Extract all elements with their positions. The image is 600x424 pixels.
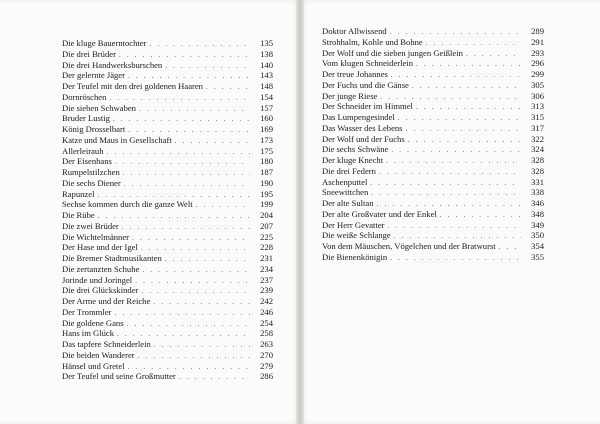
toc-entry-page-number: 254: [260, 317, 273, 328]
toc-leader-dots: [154, 340, 250, 351]
toc-entry: [62, 339, 273, 350]
toc-entry-title: Von dem Mäuschen, Vögelchen und der Bratwurst: [322, 241, 496, 251]
toc-entry-page-number: 279: [260, 360, 273, 371]
toc-entry: [322, 134, 544, 145]
toc-entry-title: Die drei Glückskinder: [62, 285, 139, 296]
toc-entry-title: Die zwei Brüder: [62, 220, 119, 231]
toc-entry-page-number: 195: [260, 188, 273, 199]
toc-leader-dots: [153, 297, 250, 308]
toc-entry-title: Der alte Sultan: [322, 198, 374, 208]
toc-entry-title: Der Fuchs und die Gänse: [322, 79, 409, 90]
toc-entry-page-number: 328: [531, 165, 544, 176]
toc-entry-page-number: 348: [531, 208, 544, 219]
toc-leader-dots: [371, 188, 521, 199]
toc-entry: [322, 48, 544, 59]
toc-leader-dots: [466, 49, 521, 60]
toc-entry-title: Aschenputtel: [322, 176, 368, 187]
toc-entry-page-number: 231: [260, 253, 273, 263]
toc-entry: [62, 49, 273, 60]
toc-entry-title: Sechse kommen durch die ganze Welt: [62, 199, 193, 210]
toc-entry: [62, 60, 273, 71]
toc-entry-title: Sneewittchen: [322, 187, 369, 198]
toc-entry: [322, 198, 544, 209]
toc-leader-dots: [141, 286, 250, 297]
toc-leader-dots: [408, 135, 521, 146]
toc-entry: [322, 26, 544, 37]
toc-entry-title: Die beiden Wanderer: [62, 349, 135, 360]
toc-entry-page-number: 322: [531, 133, 544, 144]
toc-entry-title: Dornröschen: [62, 91, 107, 102]
toc-leader-dots: [142, 265, 250, 276]
toc-entry-page-number: 154: [260, 91, 273, 102]
toc-entry: [62, 361, 273, 372]
toc-leader-dots: [398, 113, 521, 124]
toc-leader-dots: [416, 102, 521, 113]
toc-entry-page-number: 169: [260, 124, 273, 134]
toc-entry-page-number: 234: [260, 263, 273, 274]
toc-entry-title: Die weiße Schlange: [322, 230, 391, 241]
toc-entry-title: Der Arme und der Reiche: [62, 296, 151, 306]
toc-entry-page-number: 291: [531, 36, 544, 47]
toc-entry: [62, 371, 273, 382]
toc-entry: [322, 177, 544, 188]
toc-entry: [322, 252, 544, 263]
toc-entry-title: Das tapfere Schneiderlein: [62, 339, 151, 349]
toc-leader-dots: [149, 39, 250, 50]
toc-entry-page-number: 328: [531, 155, 544, 165]
toc-entry-title: Bruder Lustig: [62, 113, 110, 124]
toc-entry-title: Allerleirauh: [62, 145, 104, 156]
toc-entry-page-number: 296: [531, 58, 544, 69]
toc-leader-dots: [122, 222, 250, 233]
toc-entry: [322, 187, 544, 198]
toc-entry-page-number: 306: [531, 90, 544, 101]
toc-leader-dots: [115, 157, 250, 168]
toc-entry: [62, 199, 273, 210]
toc-entry: [62, 221, 273, 232]
toc-entry-page-number: 173: [260, 134, 273, 145]
toc-leader-dots: [391, 145, 521, 156]
toc-entry: [62, 70, 273, 81]
toc-entry-title: Die drei Handwerksburschen: [62, 59, 163, 70]
toc-leader-dots: [370, 178, 521, 189]
toc-entry-title: Der junge Riese: [322, 90, 378, 101]
toc-leader-dots: [139, 104, 250, 115]
toc-entry: [322, 123, 544, 134]
toc-entry: [62, 264, 273, 275]
toc-entry-title: Die goldene Gans: [62, 317, 124, 328]
toc-leader-dots: [499, 242, 521, 253]
toc-entry: [62, 135, 273, 146]
toc-entry: [62, 242, 273, 253]
toc-leader-dots: [412, 81, 521, 92]
toc-entry: [322, 209, 544, 220]
toc-entry: [62, 307, 273, 318]
toc-entry-page-number: 246: [260, 306, 273, 317]
toc-entry: [62, 210, 273, 221]
toc-entry-page-number: 289: [531, 26, 544, 36]
toc-entry-page-number: 324: [531, 144, 544, 155]
toc-entry: [62, 178, 273, 189]
book-gutter: [296, 0, 304, 424]
toc-entry: [62, 189, 273, 200]
toc-entry: [62, 92, 273, 103]
toc-entry-page-number: 239: [260, 285, 273, 296]
toc-entry-page-number: 313: [531, 101, 544, 112]
toc-entry-page-number: 204: [260, 210, 273, 220]
toc-entry: [322, 166, 544, 177]
toc-entry-title: Der Herr Gevatter: [322, 219, 385, 230]
toc-entry-page-number: 354: [531, 241, 544, 251]
toc-entry-page-number: 305: [531, 79, 544, 90]
toc-leader-dots: [124, 179, 250, 190]
toc-leader-dots: [175, 136, 250, 147]
toc-entry-title: Strohhalm, Kohle und Bohne: [322, 36, 423, 47]
toc-entry: [62, 38, 273, 49]
toc-entry-page-number: 180: [260, 156, 273, 167]
toc-entry: [322, 241, 544, 252]
toc-entry-page-number: 263: [260, 339, 273, 349]
toc-entry-page-number: 346: [531, 198, 544, 208]
toc-entry-title: Das Lumpengesindel: [322, 112, 395, 122]
toc-entry-title: Rumpelstilzchen: [62, 167, 120, 177]
toc-entry-title: Der Schneider im Himmel: [322, 101, 413, 112]
toc-entry: [62, 350, 273, 361]
toc-entry-title: Der gelernte Jäger: [62, 70, 125, 81]
toc-leader-dots: [440, 210, 521, 221]
toc-entry-page-number: 228: [260, 242, 273, 253]
toc-entry-page-number: 175: [260, 145, 273, 156]
toc-entry: [322, 155, 544, 166]
toc-entry-page-number: 350: [531, 230, 544, 241]
toc-leader-dots: [113, 114, 250, 125]
toc-entry: [322, 69, 544, 80]
toc-entry-page-number: 258: [260, 328, 273, 339]
toc-leader-dots: [165, 61, 250, 72]
toc-entry-title: Der alte Großvater und der Enkel: [322, 208, 437, 219]
toc-entry: [322, 37, 544, 48]
toc-entry: [62, 296, 273, 307]
toc-entry-title: König Drosselbart: [62, 124, 126, 134]
toc-entry-page-number: 349: [531, 219, 544, 230]
toc-leader-dots: [386, 156, 521, 167]
toc-entry-page-number: 270: [260, 349, 273, 360]
toc-leader-dots: [138, 351, 250, 362]
toc-entry-title: Die Bienenkönigin: [322, 251, 388, 262]
toc-entry: [62, 328, 273, 339]
toc-entry: [322, 101, 544, 112]
toc-leader-dots: [179, 372, 250, 383]
toc-entry-page-number: 317: [531, 122, 544, 133]
toc-entry-title: Der Eisenhans: [62, 156, 112, 167]
toc-entry-title: Vom klugen Schneiderlein: [322, 58, 414, 69]
toc-entry-page-number: 143: [260, 70, 273, 81]
toc-entry-title: Katze und Maus in Gesellschaft: [62, 134, 172, 145]
toc-entry: [62, 253, 273, 264]
toc-entry: [62, 318, 273, 329]
toc-entry-page-number: 157: [260, 102, 273, 113]
toc-entry-page-number: 225: [260, 231, 273, 242]
right-toc-list: [322, 26, 544, 263]
toc-leader-dots: [165, 254, 250, 265]
toc-entry-title: Die zertanzten Schuhe: [62, 263, 140, 274]
toc-entry: [62, 232, 273, 243]
toc-entry-page-number: 138: [260, 48, 273, 59]
toc-entry-page-number: 331: [531, 176, 544, 187]
toc-entry-page-number: 148: [260, 81, 273, 91]
toc-entry-title: Die drei Federn: [322, 165, 376, 176]
toc-entry-title: Hänsel und Gretel: [62, 360, 125, 371]
toc-entry-title: Der kluge Knecht: [322, 155, 384, 165]
toc-entry-title: Die sechs Schwäne: [322, 144, 389, 155]
toc-entry: [62, 167, 273, 178]
toc-entry: [62, 156, 273, 167]
toc-leader-dots: [135, 276, 250, 287]
toc-leader-dots: [123, 168, 250, 179]
toc-leader-dots: [114, 308, 250, 319]
toc-entry-page-number: 286: [260, 371, 273, 382]
toc-entry: [62, 124, 273, 135]
toc-leader-dots: [416, 59, 521, 70]
toc-entry-title: Der Wolf und die sieben jungen Geißlein: [322, 47, 463, 58]
toc-entry: [62, 275, 273, 286]
toc-entry-title: Die sieben Schwaben: [62, 102, 136, 113]
toc-entry-title: Rapunzel: [62, 188, 95, 199]
toc-entry: [322, 80, 544, 91]
toc-entry-page-number: 293: [531, 47, 544, 58]
toc-entry-title: Die Rübe: [62, 210, 95, 220]
toc-entry-title: Das Wasser des Lebens: [322, 122, 403, 133]
toc-entry: [62, 146, 273, 157]
toc-entry-page-number: 242: [260, 296, 273, 306]
toc-leader-dots: [390, 253, 521, 264]
toc-leader-dots: [98, 211, 250, 222]
toc-entry-page-number: 355: [531, 251, 544, 262]
toc-entry-title: Hans im Glück: [62, 328, 115, 339]
toc-leader-dots: [127, 319, 250, 330]
toc-entry-page-number: 237: [260, 274, 273, 285]
toc-entry-title: Der treue Johannes: [322, 69, 388, 79]
toc-entry-page-number: 299: [531, 69, 544, 79]
toc-entry-page-number: 187: [260, 167, 273, 177]
toc-entry: [62, 103, 273, 114]
toc-leader-dots: [206, 82, 250, 93]
toc-entry: [62, 285, 273, 296]
toc-entry-title: Die drei Brüder: [62, 48, 116, 59]
toc-entry-title: Jorinde und Joringel: [62, 274, 133, 285]
toc-leader-dots: [196, 200, 250, 211]
toc-leader-dots: [132, 233, 250, 244]
toc-leader-dots: [107, 147, 250, 158]
toc-entry: [322, 58, 544, 69]
left-toc-list: [62, 38, 273, 382]
toc-entry-page-number: 199: [260, 199, 273, 210]
toc-entry-title: Der Trommler: [62, 306, 112, 317]
toc-entry-page-number: 190: [260, 177, 273, 188]
toc-entry-title: Der Wolf und der Fuchs: [322, 133, 405, 144]
toc-entry: [322, 220, 544, 231]
toc-leader-dots: [379, 167, 521, 178]
toc-entry: [322, 91, 544, 102]
toc-entry-title: Der Teufel und seine Großmutter: [62, 371, 176, 382]
toc-entry-page-number: 160: [260, 113, 273, 124]
toc-entry-page-number: 135: [260, 38, 273, 48]
toc-entry: [62, 81, 273, 92]
toc-entry-title: Der Hase und der Igel: [62, 242, 138, 253]
toc-leader-dots: [406, 124, 521, 135]
toc-entry-page-number: 140: [260, 59, 273, 70]
toc-entry: [322, 230, 544, 241]
toc-entry-title: Doktor Allwissend: [322, 26, 387, 36]
toc-entry: [322, 112, 544, 123]
toc-entry-title: Der Teufel mit den drei goldenen Haaren: [62, 81, 203, 91]
toc-entry-title: Die sechs Diener: [62, 177, 121, 188]
toc-entry-page-number: 207: [260, 220, 273, 231]
toc-entry: [62, 113, 273, 124]
toc-entry-title: Die Wichtelmänner: [62, 231, 130, 242]
toc-entry-page-number: 315: [531, 112, 544, 122]
toc-entry: [322, 144, 544, 155]
toc-leader-dots: [388, 221, 521, 232]
toc-entry-title: Die Bremer Stadtmusikanten: [62, 253, 162, 263]
toc-leader-dots: [391, 70, 521, 81]
toc-entry-title: Die kluge Bauerntochter: [62, 38, 147, 48]
toc-entry-page-number: 338: [531, 187, 544, 198]
